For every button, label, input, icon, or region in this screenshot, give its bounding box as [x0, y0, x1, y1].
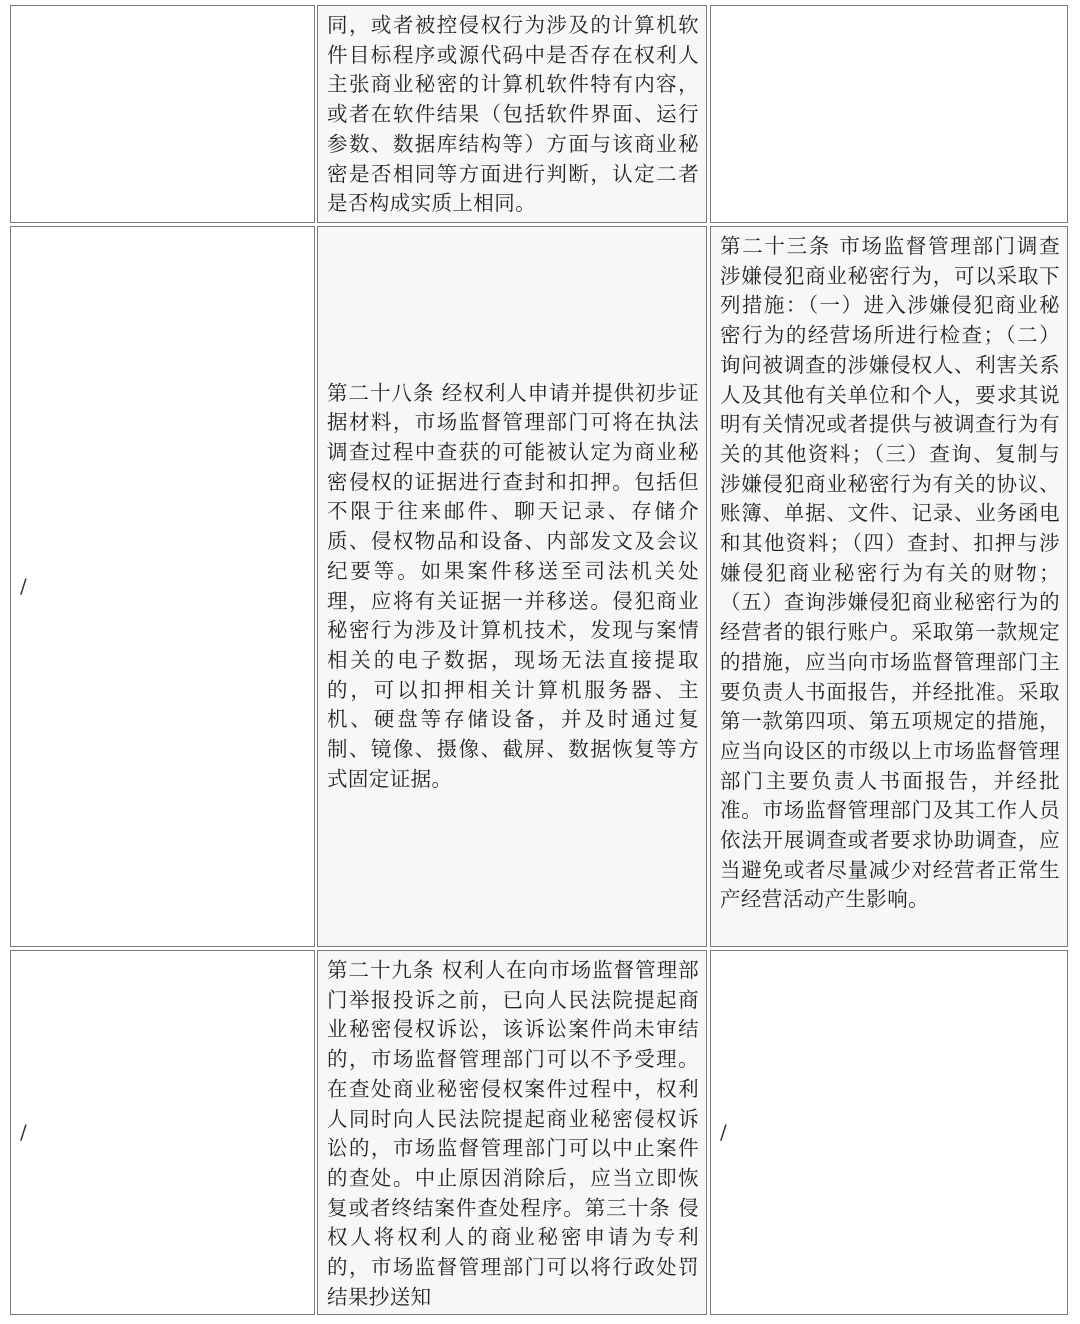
table-cell-row3-col1 [10, 950, 315, 1315]
table-cell-row2-col3 [710, 226, 1068, 947]
cell-text: 第二十九条 权利人在向市场监督管理部门举报投诉之前，已向人民法院提起商业秘密侵权诉讼，该诉讼案件尚未审结的，市场监督管理部门可以不予受理。在查处商业秘密侵权案件过程中，权利人同时向人民法院提起商业秘密侵权诉讼的，市场监督管理部门可以中止案件的查处。中止原因消除后，应当立即恢复或者终结案件查处程序。第三十条 侵权人将权利人的商业秘密申请为专利的，市场监督管理部门可以将行政处罚结果抄送知 [327, 958, 699, 1309]
table-cell-row1-col1 [10, 5, 315, 223]
empty-marker: / [720, 1120, 727, 1144]
table-cell-row2-col2 [317, 226, 707, 947]
table-cell-row1-col3 [710, 5, 1068, 223]
table-cell-row3-col2 [317, 950, 707, 1315]
table-cell-row1-col2 [317, 5, 707, 223]
table-cell-row3-col3 [710, 950, 1068, 1315]
empty-marker: / [20, 574, 27, 598]
cell-text: 第二十三条 市场监督管理部门调查涉嫌侵犯商业秘密行为，可以采取下列措施：（一）进入涉嫌侵犯商业秘密行为的经营场所进行检查；（二）询问被调查的涉嫌侵权人、利害关系人及其他有关单位和个人，要求其说明有关情况或者提供与被调查行为有关的其他资料；（三）查询、复制与涉嫌侵犯商业秘密行为有关的协议、账簿、单据、文件、记录、业务函电和其他资料；（四）查封、扣押与涉嫌侵犯商业秘密行为有关的财物；（五）查询涉嫌侵犯商业秘密行为的经营者的银行账户。采取第一款规定的措施，应当向市场监督管理部门主要负责人书面报告，并经批准。采取第一款第四项、第五项规定的措施，应当向设区的市级以上市场监督管理部门主要负责人书面报告，并经批准。市场监督管理部门及其工作人员依法开展调查或者要求协助调查，应当避免或者尽量减少对经营者正常生产经营活动产生影响。 [720, 234, 1060, 912]
cell-text: 同，或者被控侵权行为涉及的计算机软件目标程序或源代码中是否存在权利人主张商业秘密的计算机软件特有内容，或者在软件结果（包括软件界面、运行参数、数据库结构等）方面与该商业秘密是否相同等方面进行判断，认定二者是否构成实质上相同。 [327, 13, 699, 216]
table-cell-row2-col1 [10, 226, 315, 947]
cell-text: 第二十八条 经权利人申请并提供初步证据材料，市场监督管理部门可将在执法调查过程中查获的可能被认定为商业秘密侵权的证据进行查封和扣押。包括但不限于往来邮件、聊天记录、存储介质、侵权物品和设备、内部发文及会议纪要等。如果案件移送至司法机关处理，应将有关证据一并移送。侵犯商业秘密行为涉及计算机技术，发现与案情相关的电子数据，现场无法直接提取的，可以扣押相关计算机服务器、主机、硬盘等存储设备，并及时通过复制、镜像、摄像、截屏、数据恢复等方式固定证据。 [327, 380, 699, 791]
empty-marker: / [20, 1120, 27, 1144]
